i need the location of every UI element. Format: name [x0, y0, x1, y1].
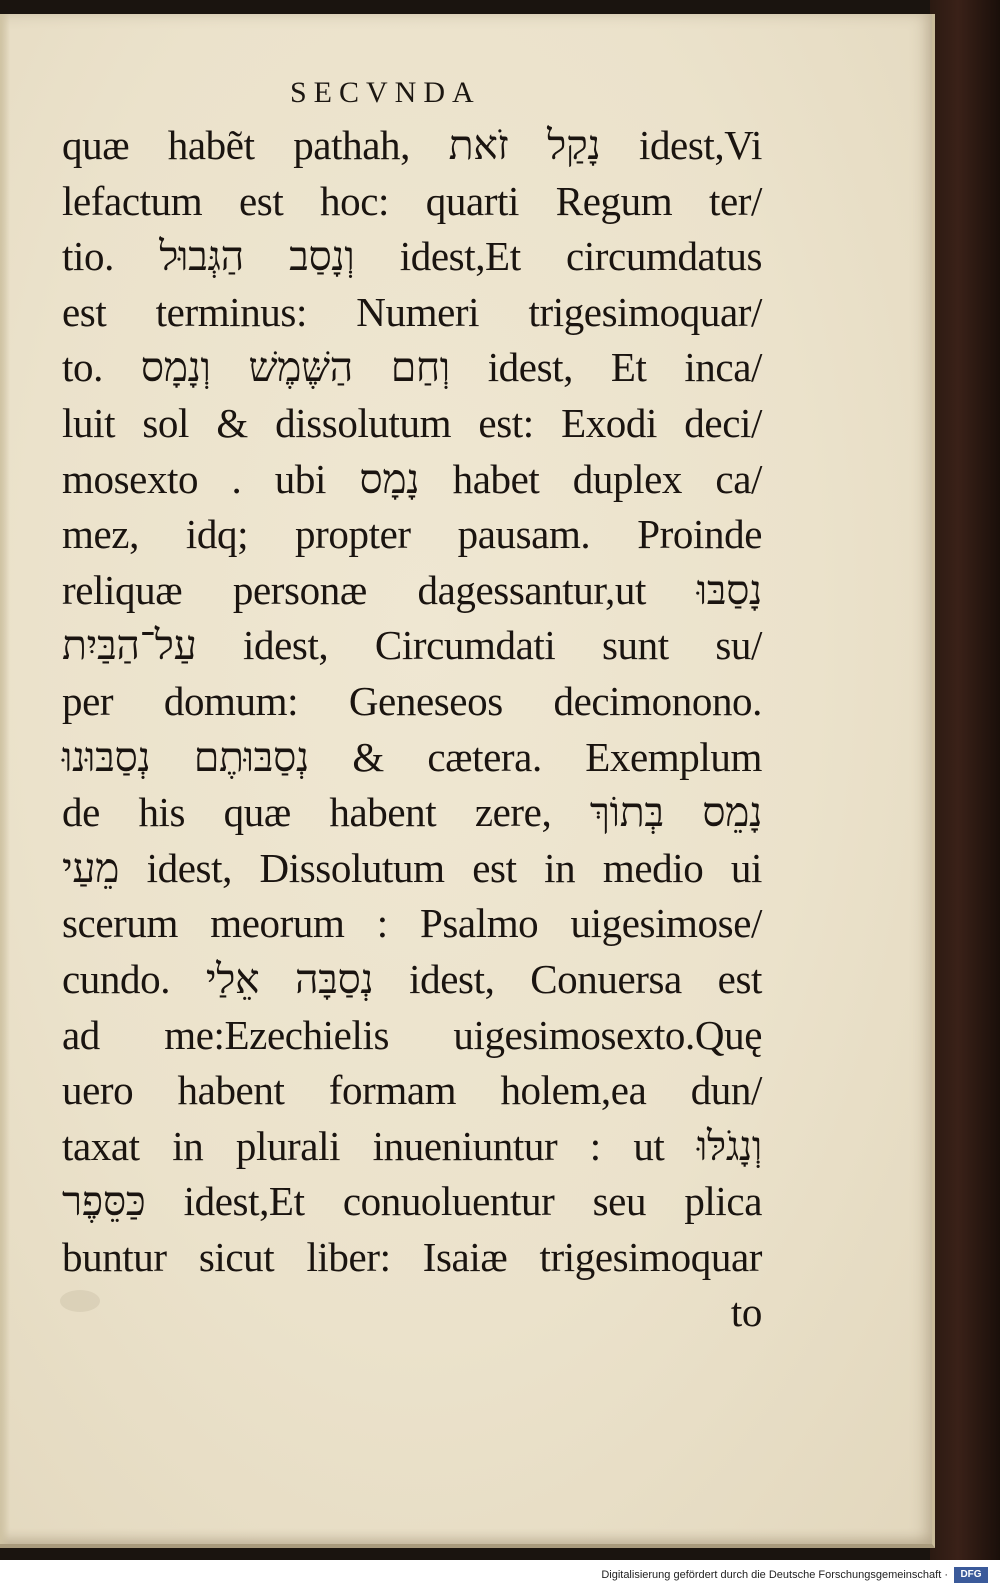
- text-line: per domum: Geneseos decimonono.: [62, 677, 762, 724]
- text-line: luit sol & dissolutum est: Exodi deci/: [62, 399, 762, 446]
- book-spine: [930, 0, 1000, 1560]
- body-text: [62, 118, 762, 1341]
- page-edge: [0, 14, 10, 1544]
- text-line: de his quæ habent zere, נָמֵס בְּתוֹךְ: [62, 789, 763, 836]
- text-line: mez, idq; propter pausam. Proinde: [62, 511, 762, 558]
- text-line: uero habent formam holem,ea dun/: [62, 1067, 762, 1114]
- text-line: reliquæ personæ dagessantur,ut נָסַבּוּ: [62, 566, 762, 613]
- text-line: עַל־הַבַּיִת idest, Circumdati sunt su/: [62, 622, 762, 669]
- dfg-logo: DFG: [954, 1567, 988, 1583]
- text-line: lefactum est hoc: quarti Regum ter/: [62, 177, 762, 224]
- text-line: mosexto . ubi נָמָס habet duplex ca/: [62, 455, 762, 502]
- running-head: SECVNDA: [290, 76, 481, 109]
- text-line: cundo. נְסַבָּה אֵלַי idest, Conuersa est: [62, 955, 762, 1002]
- text-line: taxat in plurali inueniuntur : ut וְנָגֹלּוּ: [62, 1122, 762, 1169]
- catchword: to: [730, 1289, 762, 1336]
- text-line: מֵעַי idest, Dissolutum est in medio ui: [62, 844, 762, 891]
- text-line: est terminus: Numeri trigesimoquar/: [62, 288, 762, 335]
- funding-credit: Digitalisierung gefördert durch die Deutsche Forschungsgemeinschaft ·: [601, 1569, 948, 1581]
- text-line: נְסַבּוּתֶם נְסַבּוּנוּ & cætera. Exemplum: [62, 733, 762, 780]
- text-line: tio. וְנָסַב הַגְּבוּל idest,Et circumdatus: [62, 233, 762, 280]
- text-line: buntur sicut liber: Isaiæ trigesimoquar: [62, 1233, 762, 1280]
- text-line: quæ habẽt pathah, נָקַל זֹאת idest,Vi: [62, 122, 762, 168]
- text-line: scerum meorum : Psalmo uigesimose/: [62, 900, 762, 947]
- text-line: ad me:Ezechielis uigesimosexto.Quę: [62, 1011, 762, 1058]
- text-line: to. וְחַם הַשֶּׁמֶשׁ וְנָמָס idest, Et inca/: [62, 344, 762, 391]
- text-line: כַּסֵּפֶר idest,Et conuoluentur seu plica: [62, 1178, 762, 1225]
